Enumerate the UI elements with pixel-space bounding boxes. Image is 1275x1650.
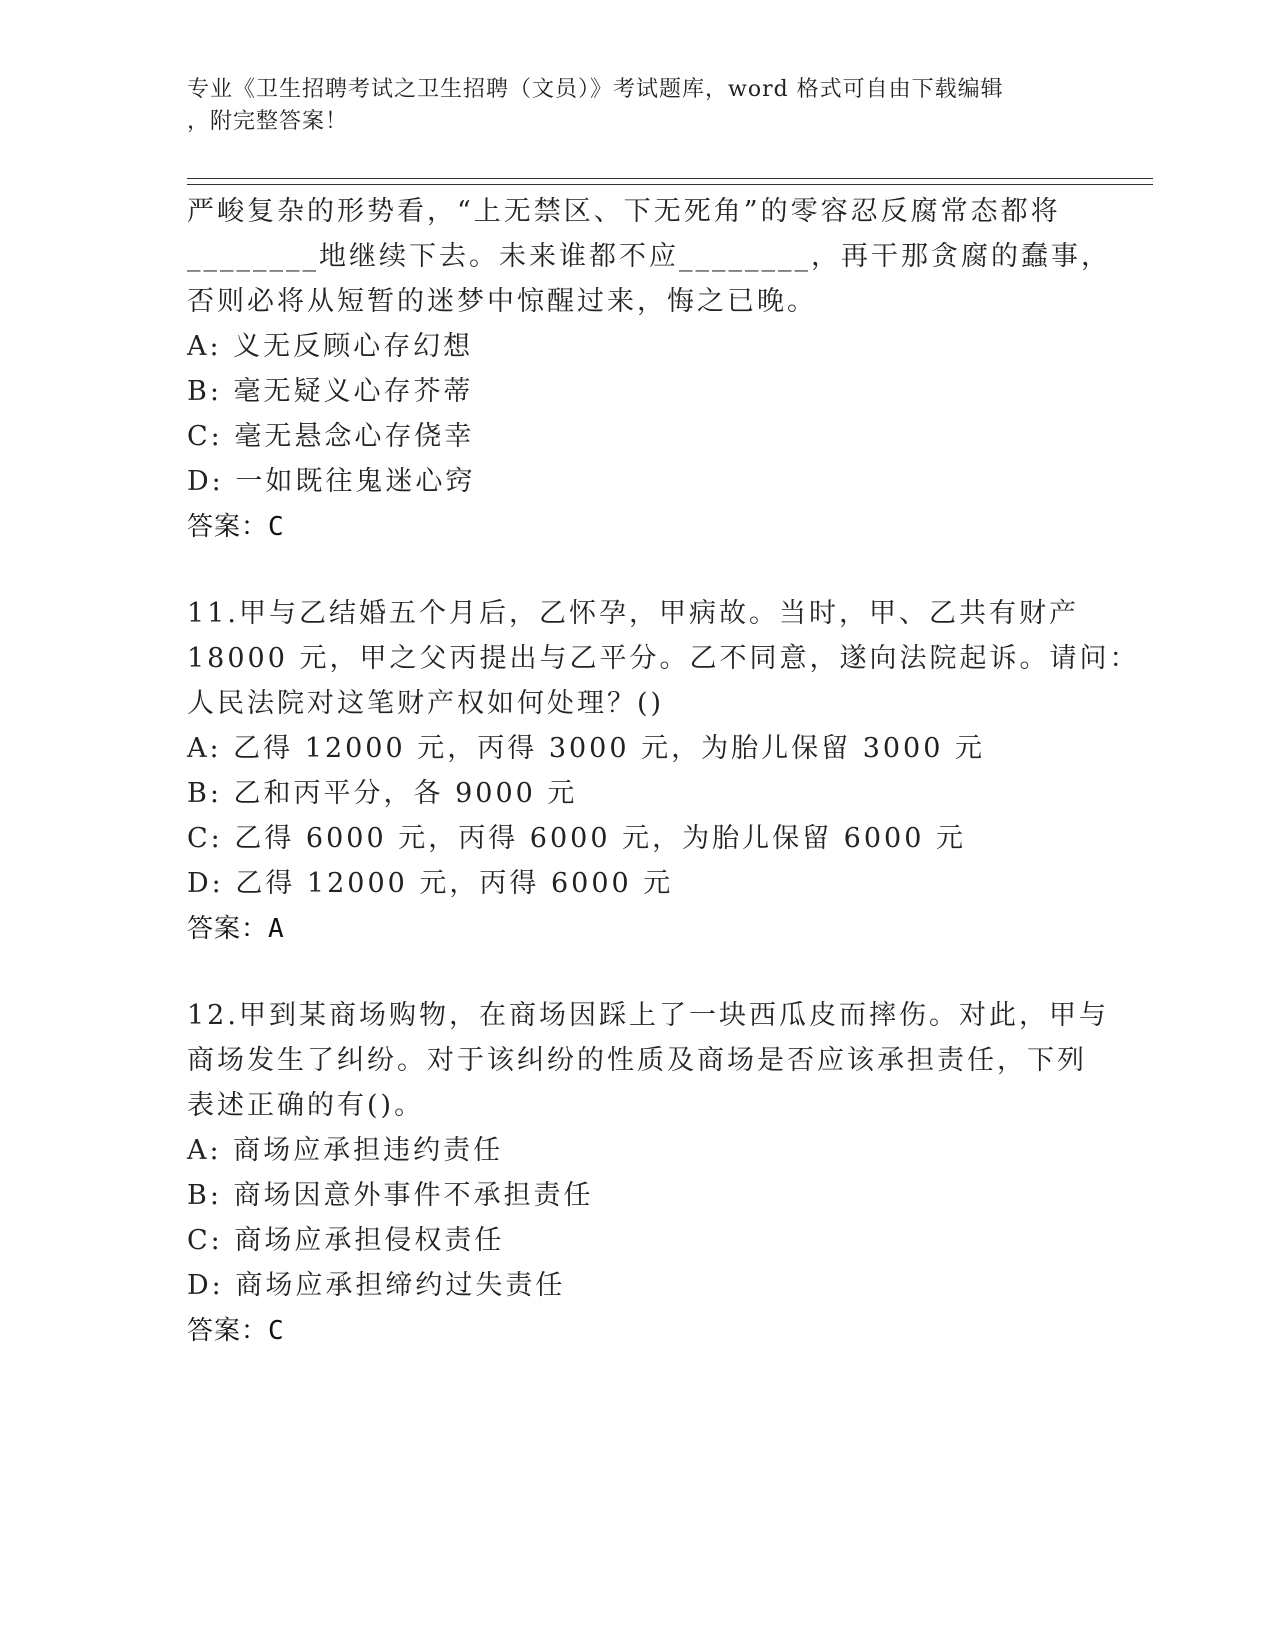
question-stem-line: 12.甲到某商场购物，在商场因踩上了一块西瓜皮而摔伤。对此，甲与 xyxy=(187,1000,1109,1031)
document-header xyxy=(187,74,1067,138)
question-stem-line: 商场发生了纠纷。对于该纠纷的性质及商场是否应该承担责任，下列 xyxy=(187,1045,1087,1076)
option-d: D: 乙得 12000 元，丙得 6000 元 xyxy=(187,868,674,899)
question-stem-line: 表述正确的有()。 xyxy=(187,1090,425,1121)
answer-line xyxy=(187,906,1087,951)
question-10 xyxy=(187,189,1111,549)
answer-label: 答案： xyxy=(187,511,269,541)
option-b: B: 毫无疑义心存芥蒂 xyxy=(187,376,474,407)
option-c: C: 乙得 6000 元，丙得 6000 元，为胎儿保留 6000 元 xyxy=(187,823,966,854)
question-stem-line: 11.甲与乙结婚五个月后，乙怀孕，甲病故。当时，甲、乙共有财产 xyxy=(187,598,1079,629)
question-11 xyxy=(187,591,1140,951)
question-content xyxy=(187,189,1140,1353)
header-line-2: ，附完整答案！ xyxy=(187,109,349,134)
option-a: A: 义无反顾心存幻想 xyxy=(187,331,474,362)
answer-label: 答案： xyxy=(187,1315,269,1345)
answer-value: C xyxy=(268,512,285,542)
option-d: D: 商场应承担缔约过失责任 xyxy=(187,1270,566,1301)
question-stem-line: 18000 元，甲之父丙提出与乙平分。乙不同意，遂向法院起诉。请问： xyxy=(187,643,1140,674)
question-stem-line: 严峻复杂的形势看，“上无禁区、下无死角”的零容忍反腐常态都将 xyxy=(187,196,1061,227)
option-a: A: 商场应承担违约责任 xyxy=(187,1135,504,1166)
answer-line xyxy=(187,504,1087,549)
answer-value: A xyxy=(268,914,285,944)
answer-line xyxy=(187,1308,1087,1353)
option-d: D: 一如既往鬼迷心窍 xyxy=(187,466,476,497)
question-12 xyxy=(187,993,1109,1353)
header-line-1: 专业《卫生招聘考试之卫生招聘（文员）》考试题库，word 格式可自由下载编辑 xyxy=(187,77,1004,102)
option-a: A: 乙得 12000 元，丙得 3000 元，为胎儿保留 3000 元 xyxy=(187,733,985,764)
header-divider-bottom xyxy=(187,184,1153,185)
question-stem-line: 人民法院对这笔财产权如何处理？() xyxy=(187,688,665,719)
question-stem-line: ________地继续下去。未来谁都不应________，再干那贪腐的蠢事， xyxy=(187,241,1111,272)
option-c: C: 毫无悬念心存侥幸 xyxy=(187,421,475,452)
answer-label: 答案： xyxy=(187,913,269,943)
option-b: B: 乙和丙平分，各 9000 元 xyxy=(187,778,578,809)
option-b: B: 商场因意外事件不承担责任 xyxy=(187,1180,594,1211)
question-stem-line: 否则必将从短暂的迷梦中惊醒过来，悔之已晚。 xyxy=(187,286,817,317)
header-divider-top xyxy=(187,178,1153,179)
option-c: C: 商场应承担侵权责任 xyxy=(187,1225,505,1256)
answer-value: C xyxy=(268,1316,285,1346)
